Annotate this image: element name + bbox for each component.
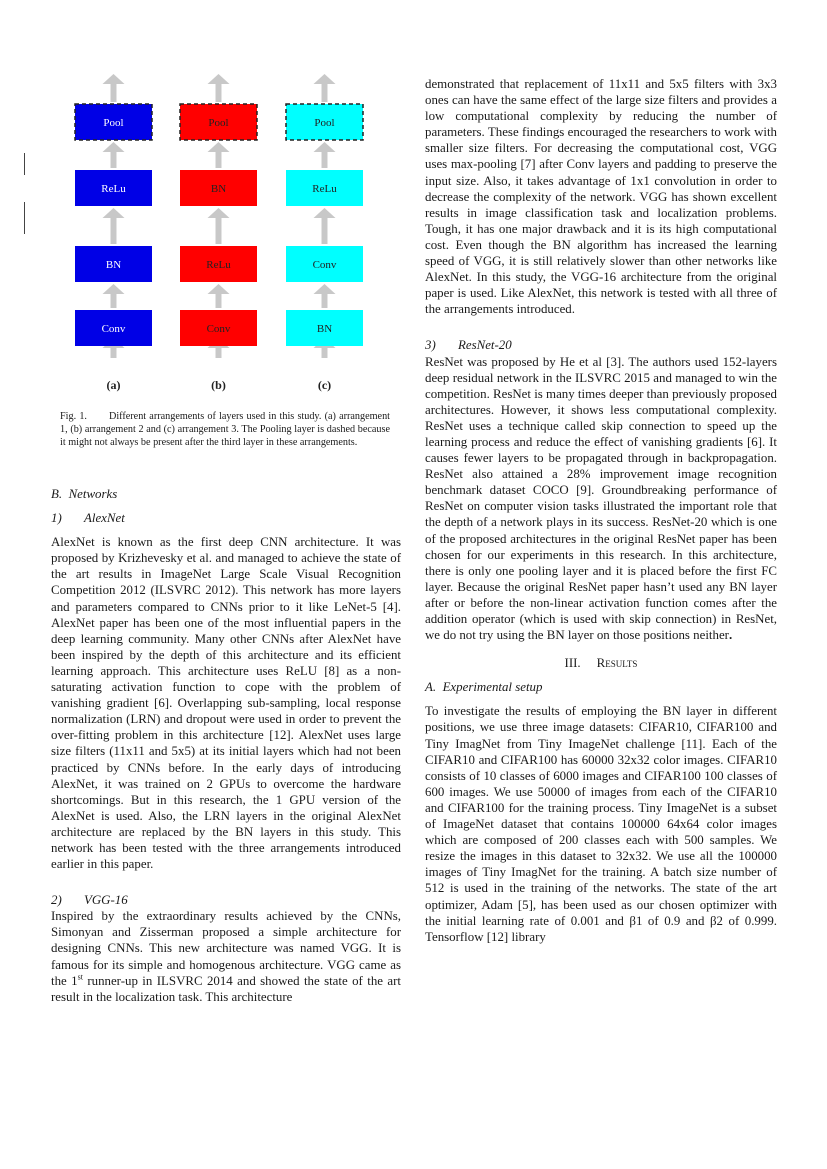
figure-caption-label: Fig. 1. (60, 411, 87, 422)
arrow-0-2 (103, 142, 125, 168)
left-column (51, 486, 401, 1005)
layer-label-conv-1: Conv (206, 323, 231, 335)
column-label-2: (c) (317, 378, 332, 392)
resnet-text: ResNet was proposed by He et al [3]. The authors used 152-layers deep residual network in the ILSVRC 2015 and managed to win the competition. ResNet is many times deeper than previously proposed architectures. However, it shows less computational complexity. ResNet uses a technique called skip connection to speed up the learning process and reduce the effect of vanishing gradients [6]. It causes fewer layers to be propagated through in backpropagation. ResNet also attained a 28% improvement image recognition benchmark dataset COCO [9]. Groundbreaking performance of ResNet on computer vision tasks illustrated the important role that the depth of a network plays in its success. ResNet-20 which is one of the proposed architectures in the original ResNet paper has been chosen for our experiments in this research. In this architecture, there is only one pooling layer and it is placed before the first FC layer. Because the original ResNet paper hasn’t used any BN layer after or before the non-linear activation function comes after the addition operator (which is used with skip connection) in ResNet, we do not try using the BN layer on those positions neither (425, 354, 777, 643)
alexnet-paragraph: AlexNet is known as the first deep CNN architecture. It was proposed by Krizhevesky et al. and managed to achieve the state of the art results in ImageNet Large Scale Visual Recognition Competition 2012 (ILSVRC 2012). This network has more layers and parameters compared to CNNs prior to it like LeNet-5 [4]. AlexNet paper has been one of the most influential papers in the deep learning community. Many other CNNs after AlexNet have been inspired by the depth of this architecture and its efficient learning approach. This architecture uses ReLU [8] as a non-saturating activation function to cope with the problem of vanishing gradient [6]. Overlapping sub-sampling, local response normalization (LRN) and dropout were used in order to prevent the over-fitting problem in this architecture [12]. AlexNet uses large size filters (11x11 and 5x5) at its initial layers which had not been practiced by CNNs before. In the early days of introducing AlexNet, it was trained on 2 GPUs to overcome the hardware shortcomings. But in this research, the 1 GPU version of the AlexNet is used. Also, the LRN layers in the original AlexNet architecture are replaced by the BN layers in this study. This network has been tested with the three arrangements introduced earlier in this paper. (51, 535, 401, 872)
alexnet-title: AlexNet (84, 511, 125, 526)
vgg-paragraph (51, 908, 401, 1005)
layer-label-bn-2: BN (316, 323, 333, 335)
figure-caption (60, 410, 390, 450)
layer-label-conv-2: Conv (312, 259, 337, 271)
figure-caption-text: Different arrangements of layers used in this study. (a) arrangement 1, (b) arrangement 2 and (c) arrangement 3. The Pooling layer is dashed because it might not always be present after the third layer in these arrangements. (60, 411, 390, 449)
arrow-0-0 (103, 284, 125, 308)
layer-label-pool-2: Pool (314, 117, 335, 129)
section-iii-title: Results (596, 656, 638, 671)
section-a-title: Experimental setup (442, 680, 543, 695)
figure-svg (58, 66, 398, 406)
resnet-title: ResNet-20 (458, 338, 512, 353)
layer-label-bn-0: BN (105, 259, 122, 271)
figure-layer-arrangements (58, 66, 398, 406)
experimental-setup-paragraph: To investigate the results of employing the BN layer in different positions, we use three image datasets: CIFAR10, CIFAR100 and Tiny ImagNet from Tiny ImageNet challenge [11]. Each of the CIFAR10 and CIFAR100 has 60000 32x32 color images. CIFAR10 consists of 10 classes of 6000 images and CIFAR100 100 classes of 600 images. We use 50000 of images from each of the CIFAR10 and CIFAR100 for the training process. Tiny ImageNet is a subset of ImageNet dataset that contains 100000 64x64 color images which are composed of 200 classes each with 500 samples. We resize the images in this dataset to 32x32. We use all the 100000 images of Tiny ImagNet for the training. A batch size number of 512 is used in the training of the networks. The state of the art optimizer, Adam [5], has been used as our chosen optimizer with the initial learning rate of 0.001 and β1 of 0.9 and β2 of 0.999. Tensorflow [12] library (425, 704, 777, 944)
margin-bar-top (24, 153, 25, 175)
arrow-0-1 (103, 208, 125, 244)
right-column (425, 76, 777, 945)
layer-label-pool-1: Pool (208, 117, 229, 129)
layer-label-relu-1: ReLu (206, 259, 231, 271)
section-iii-heading (425, 655, 777, 671)
alexnet-heading (51, 510, 401, 526)
alexnet-number: 1) (51, 511, 62, 526)
arrow-2-2 (314, 142, 336, 168)
section-a-heading (425, 679, 777, 695)
arrow-2-1 (314, 208, 336, 244)
layer-label-relu-0: ReLu (101, 183, 126, 195)
vgg-superscript: st (77, 972, 83, 982)
vgg-number: 2) (51, 893, 62, 908)
vgg-text-start: Inspired by the extraordinary results achieved by the CNNs, Simonyan and Zisserman proposed a simple architecture for designing CNNs. This new architecture was named VGG. It is famous for its simple and homogenous architecture. VGG came as the 1 (51, 909, 401, 988)
arrow-1-0 (208, 284, 230, 308)
arrow-2-0 (314, 284, 336, 308)
vgg-text-end: runner-up in ILSVRC 2014 and showed the state of the art result in the localization task. This architecture (51, 973, 401, 1004)
arrow-0-3 (103, 74, 125, 102)
resnet-paragraph (425, 354, 777, 644)
column-label-1: (b) (211, 378, 226, 392)
arrow-1-3 (208, 74, 230, 102)
section-b-letter: B. (51, 487, 63, 501)
layer-label-bn-1: BN (210, 183, 227, 195)
column-label-0: (a) (106, 378, 121, 392)
arrow-1-1 (208, 208, 230, 244)
layer-label-conv-0: Conv (101, 323, 126, 335)
vgg-title: VGG-16 (84, 893, 128, 908)
section-iii-number: III. (564, 656, 581, 671)
arrow-1-2 (208, 142, 230, 168)
margin-bar-bottom (24, 202, 25, 234)
resnet-heading (425, 337, 777, 353)
section-a-letter: A. (425, 680, 437, 695)
section-b-heading (51, 486, 401, 502)
section-b-title: Networks (68, 487, 118, 501)
arrow-2-3 (314, 74, 336, 102)
resnet-number: 3) (425, 338, 436, 353)
vgg-paragraph-continued: demonstrated that replacement of 11x11 and 5x5 filters with 3x3 ones can have the same effect of the large size filters and provides a low computational complexity by reducing the number of parameters. These findings encouraged the researchers to work with smaller size filters. For decreasing the computational cost, VGG uses max-pooling [7] after Conv layers and padding to preserve the input size. Also, it takes advantage of 1x1 convolution in order to decrease the complexity of the network. VGG has shown excellent results in image classification task and localization problems. Tough, it has one major drawback and it is its high computational cost. Even though the BN algorithm has increased the learning speed of VGG, it is still relatively slower than other networks like AlexNet. In this study, the VGG-16 architecture from the original paper is used. Like AlexNet, this network is tested with all three of the arrangements introduced. (425, 77, 777, 317)
layer-label-relu-2: ReLu (312, 183, 337, 195)
layer-label-pool-0: Pool (103, 117, 124, 129)
resnet-text-end: . (728, 628, 733, 643)
vgg-heading (51, 892, 401, 908)
